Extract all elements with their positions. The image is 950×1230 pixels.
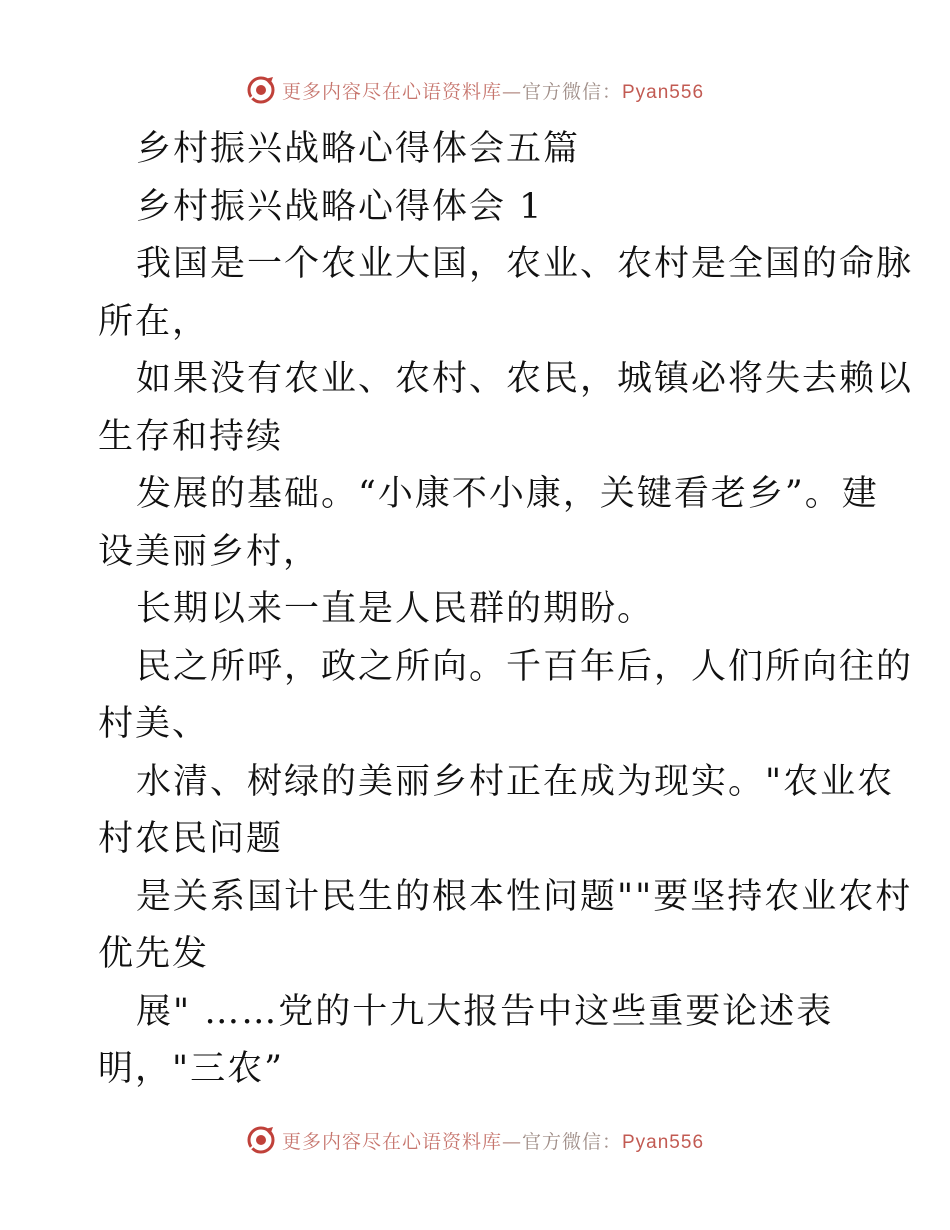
- text-line: 优先发: [98, 934, 210, 974]
- text-line: 村美、: [98, 704, 210, 744]
- header-banner: [0, 70, 950, 110]
- banner-wechat-label: 官方微信：: [521, 1130, 622, 1153]
- text-line: 乡村振兴战略心得体会 1: [136, 186, 544, 227]
- banner-text: [282, 1127, 704, 1154]
- text-line: 设美丽乡村，: [98, 531, 321, 572]
- text-line: 生存和持续: [98, 416, 284, 457]
- logo-icon: [246, 75, 276, 105]
- banner-text: [282, 77, 704, 104]
- banner-separator: —: [501, 1130, 522, 1153]
- banner-title: 更多内容尽在心语资料库: [281, 1130, 502, 1153]
- text-line: 是关系国计民生的根本性问题""要坚持农业农村: [136, 876, 913, 917]
- text-line: 我国是一个农业大国，农业、农村是全国的命脉: [136, 244, 914, 284]
- text-line: 发展的基础。“小康不小康，关键看老乡”。建: [136, 474, 879, 514]
- text-line: 展" ……党的十九大报告中这些重要论述表: [136, 991, 834, 1032]
- banner-separator: —: [501, 80, 522, 103]
- banner-wechat-label: 官方微信：: [521, 80, 622, 103]
- footer-banner: [0, 1120, 950, 1160]
- text-line: 民之所呼，政之所向。千百年后，人们所向往的: [136, 646, 914, 687]
- text-line: 乡村振兴战略心得体会五篇: [136, 129, 581, 169]
- text-line: 明，"三农”: [98, 1049, 284, 1089]
- logo-icon: [246, 1125, 276, 1155]
- text-line: 如果没有农业、农村、农民，城镇必将失去赖以: [136, 359, 914, 399]
- text-line: 所在，: [98, 301, 210, 342]
- banner-wechat-id: Pyan556: [622, 81, 705, 103]
- text-line: 水清、树绿的美丽乡村正在成为现实。"农业农: [136, 761, 895, 802]
- banner-title: 更多内容尽在心语资料库: [281, 80, 502, 103]
- document-body: [98, 121, 914, 1099]
- banner-wechat-id: Pyan556: [622, 1131, 705, 1153]
- text-line: 村农民问题: [98, 819, 284, 859]
- text-line: 长期以来一直是人民群的期盼。: [136, 589, 655, 629]
